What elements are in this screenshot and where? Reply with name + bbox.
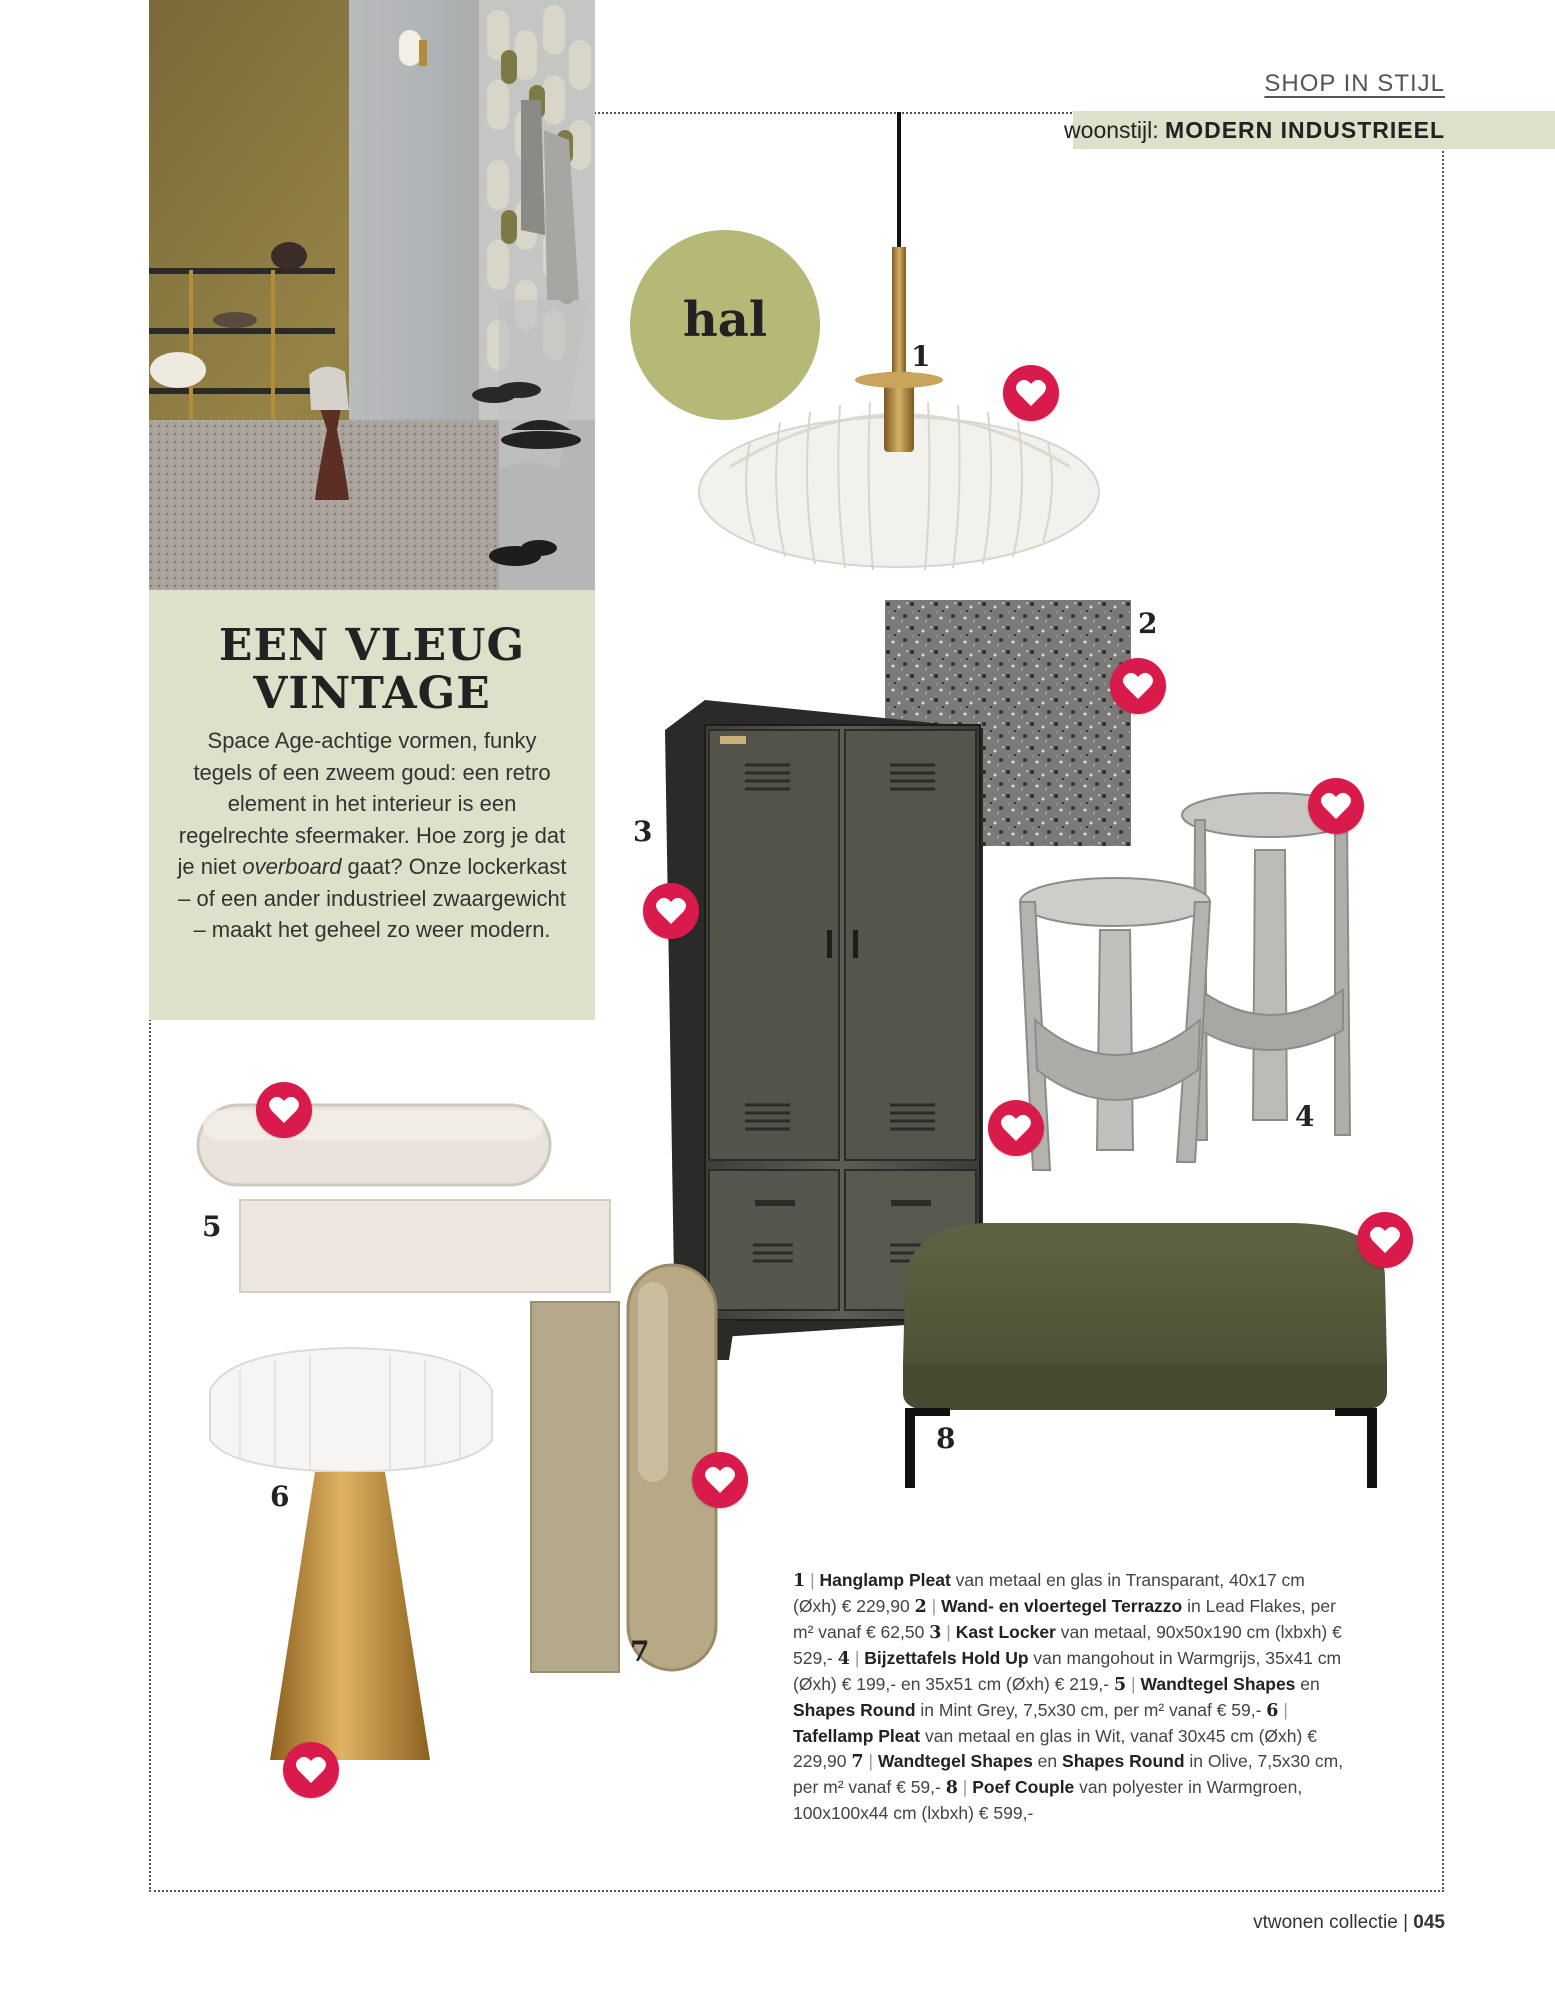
product-side-tables bbox=[1005, 790, 1415, 1180]
intro-panel bbox=[149, 590, 595, 1020]
page-number: 045 bbox=[1413, 1912, 1445, 1933]
product-number-8: 8 bbox=[936, 1422, 956, 1455]
caption-desc-3: van metaal, 90x50x190 cm (lxbxh) € 529,- bbox=[793, 1622, 1342, 1668]
caption-num-3: 3 bbox=[929, 1623, 942, 1643]
caption-desc-6: van metaal en glas in Wit, vanaf 30x45 cm (Øxh) € 229,90 bbox=[793, 1726, 1317, 1771]
product-number-6: 6 bbox=[270, 1480, 290, 1513]
product-wall-tiles-olive bbox=[528, 1262, 718, 1677]
product-caption: 1 | Hanglamp Pleat van metaal en glas in Transparant, 40x17 cm (Øxh) € 229,90 2 | Wand- en vloertegel Terrazzo in Lead Flakes, per m² vanaf € 62,50 3 | Kast Locker van metaal, 90x50x190 cm (lxbxh) € 529,- 4 | Bijzettafels Hold Up van mangohout in Warmgrijs, 35x41 cm (Øxh) € 199,- en 35x51 cm (Øxh) € 219,- 5 | Wandtegel Shapes en Shapes Round in Mint Grey, 7,5x30 cm, per m² vanaf € 59,- 6 | Tafellamp Pleat van metaal en glas in Wit, vanaf 30x45 cm (Øxh) € 229,90 7 | Wandtegel Shapes en Shapes Round in Olive, 7,5x30 cm, per m² vanaf € 59,- 8 | Poef Couple van polyester in Warmgroen, 100x100x44 cm (lxbxh) € 599,- bbox=[793, 1570, 1344, 1823]
favorite-button-1[interactable] bbox=[1003, 365, 1059, 421]
caption-name-3: Kast Locker bbox=[955, 1622, 1056, 1642]
page-footer bbox=[1253, 1912, 1445, 1934]
product-number-1: 1 bbox=[911, 340, 931, 373]
interior-photo bbox=[149, 0, 595, 590]
product-number-4: 4 bbox=[1295, 1100, 1315, 1133]
favorite-button-3[interactable] bbox=[643, 883, 699, 939]
footer-publication: vtwonen collectie bbox=[1253, 1912, 1398, 1933]
caption-num-4: 4 bbox=[837, 1649, 850, 1669]
product-pendant-lamp bbox=[670, 112, 1130, 582]
caption-name-2: Wand- en vloertegel Terrazzo bbox=[941, 1596, 1183, 1616]
caption-name-5b: Shapes Round bbox=[793, 1700, 916, 1720]
caption-desc-7: en bbox=[1032, 1751, 1063, 1771]
caption-desc-7b: in Olive, 7,5x30 cm, per m² vanaf € 59,- bbox=[793, 1751, 1344, 1797]
caption-name-5: Wandtegel Shapes bbox=[1140, 1674, 1296, 1694]
section-label: SHOP IN STIJL bbox=[1264, 70, 1445, 97]
caption-desc-2: in Lead Flakes, per m² vanaf € 62,50 bbox=[793, 1596, 1336, 1642]
heart-icon bbox=[1015, 378, 1047, 408]
favorite-button-8[interactable] bbox=[1357, 1212, 1413, 1268]
heart-icon bbox=[1000, 1113, 1032, 1143]
caption-desc-5: en bbox=[1295, 1674, 1320, 1694]
heart-icon bbox=[1320, 791, 1352, 821]
product-pouf bbox=[895, 1218, 1395, 1498]
room-badge-label: hal bbox=[682, 292, 768, 348]
heart-icon bbox=[1122, 671, 1154, 701]
caption-name-7b: Shapes Round bbox=[1062, 1751, 1185, 1771]
caption-num-7: 7 bbox=[851, 1752, 864, 1772]
caption-name-8: Poef Couple bbox=[972, 1777, 1075, 1797]
intro-body-emphasis: overboard bbox=[242, 854, 342, 879]
caption-name-4: Bijzettafels Hold Up bbox=[864, 1648, 1029, 1668]
favorite-button-2[interactable] bbox=[1110, 658, 1166, 714]
footer-divider: | bbox=[1403, 1912, 1409, 1933]
style-name: MODERN INDUSTRIEEL bbox=[1165, 117, 1445, 143]
product-number-7: 7 bbox=[630, 1635, 650, 1668]
heart-icon bbox=[1369, 1225, 1401, 1255]
caption-desc-4: van mangohout in Warmgrijs, 35x41 cm (Øxh) € 199,- en 35x51 cm (Øxh) € 219,- bbox=[793, 1648, 1342, 1694]
intro-body-start: Space Age-achtige vormen, funky tegels of een zweem goud: een retro element in het interieur is een regelrechte sfeermaker. Hoe zorg je dat je niet bbox=[177, 728, 566, 879]
favorite-button-7[interactable] bbox=[692, 1452, 748, 1508]
caption-name-1: Hanglamp Pleat bbox=[819, 1570, 951, 1590]
intro-body bbox=[177, 725, 567, 946]
product-number-5: 5 bbox=[202, 1210, 222, 1243]
interior-photo-art bbox=[149, 0, 595, 590]
favorite-button-4b[interactable] bbox=[988, 1100, 1044, 1156]
caption-num-5: 5 bbox=[1113, 1675, 1127, 1695]
favorite-button-6[interactable] bbox=[283, 1742, 339, 1798]
heart-icon bbox=[268, 1095, 300, 1125]
intro-title bbox=[149, 622, 595, 718]
intro-body-end: gaat? Onze lockerkast – of een ander industrieel zwaargewicht – maakt het geheel zo weer modern. bbox=[178, 854, 567, 942]
heart-icon bbox=[295, 1755, 327, 1785]
heart-icon bbox=[655, 896, 687, 926]
intro-title-line1: EEN VLEUG bbox=[218, 620, 526, 671]
caption-name-6: Tafellamp Pleat bbox=[793, 1726, 921, 1746]
caption-desc-5b: in Mint Grey, 7,5x30 cm, per m² vanaf € 59,- bbox=[915, 1700, 1267, 1720]
favorite-button-4a[interactable] bbox=[1308, 778, 1364, 834]
intro-title-line2: VINTAGE bbox=[253, 668, 491, 719]
heart-icon bbox=[704, 1465, 736, 1495]
style-prefix: woonstijl: bbox=[1064, 117, 1159, 143]
product-number-2: 2 bbox=[1138, 607, 1158, 640]
product-table-lamp bbox=[200, 1340, 500, 1780]
caption-num-8: 8 bbox=[945, 1778, 958, 1798]
style-bar bbox=[1064, 111, 1555, 149]
caption-name-7: Wandtegel Shapes bbox=[877, 1751, 1033, 1771]
caption-desc-8: van polyester in Warmgroen, 100x100x44 cm (lxbxh) € 599,- bbox=[793, 1777, 1303, 1823]
product-number-3: 3 bbox=[633, 815, 653, 848]
caption-num-6: 6 bbox=[1266, 1701, 1279, 1721]
caption-num-1: 1 bbox=[793, 1571, 806, 1591]
caption-num-2: 2 bbox=[914, 1597, 927, 1617]
caption-desc-1: van metaal en glas in Transparant, 40x17 cm (Øxh) € 229,90 bbox=[793, 1570, 1305, 1616]
favorite-button-5[interactable] bbox=[256, 1082, 312, 1138]
